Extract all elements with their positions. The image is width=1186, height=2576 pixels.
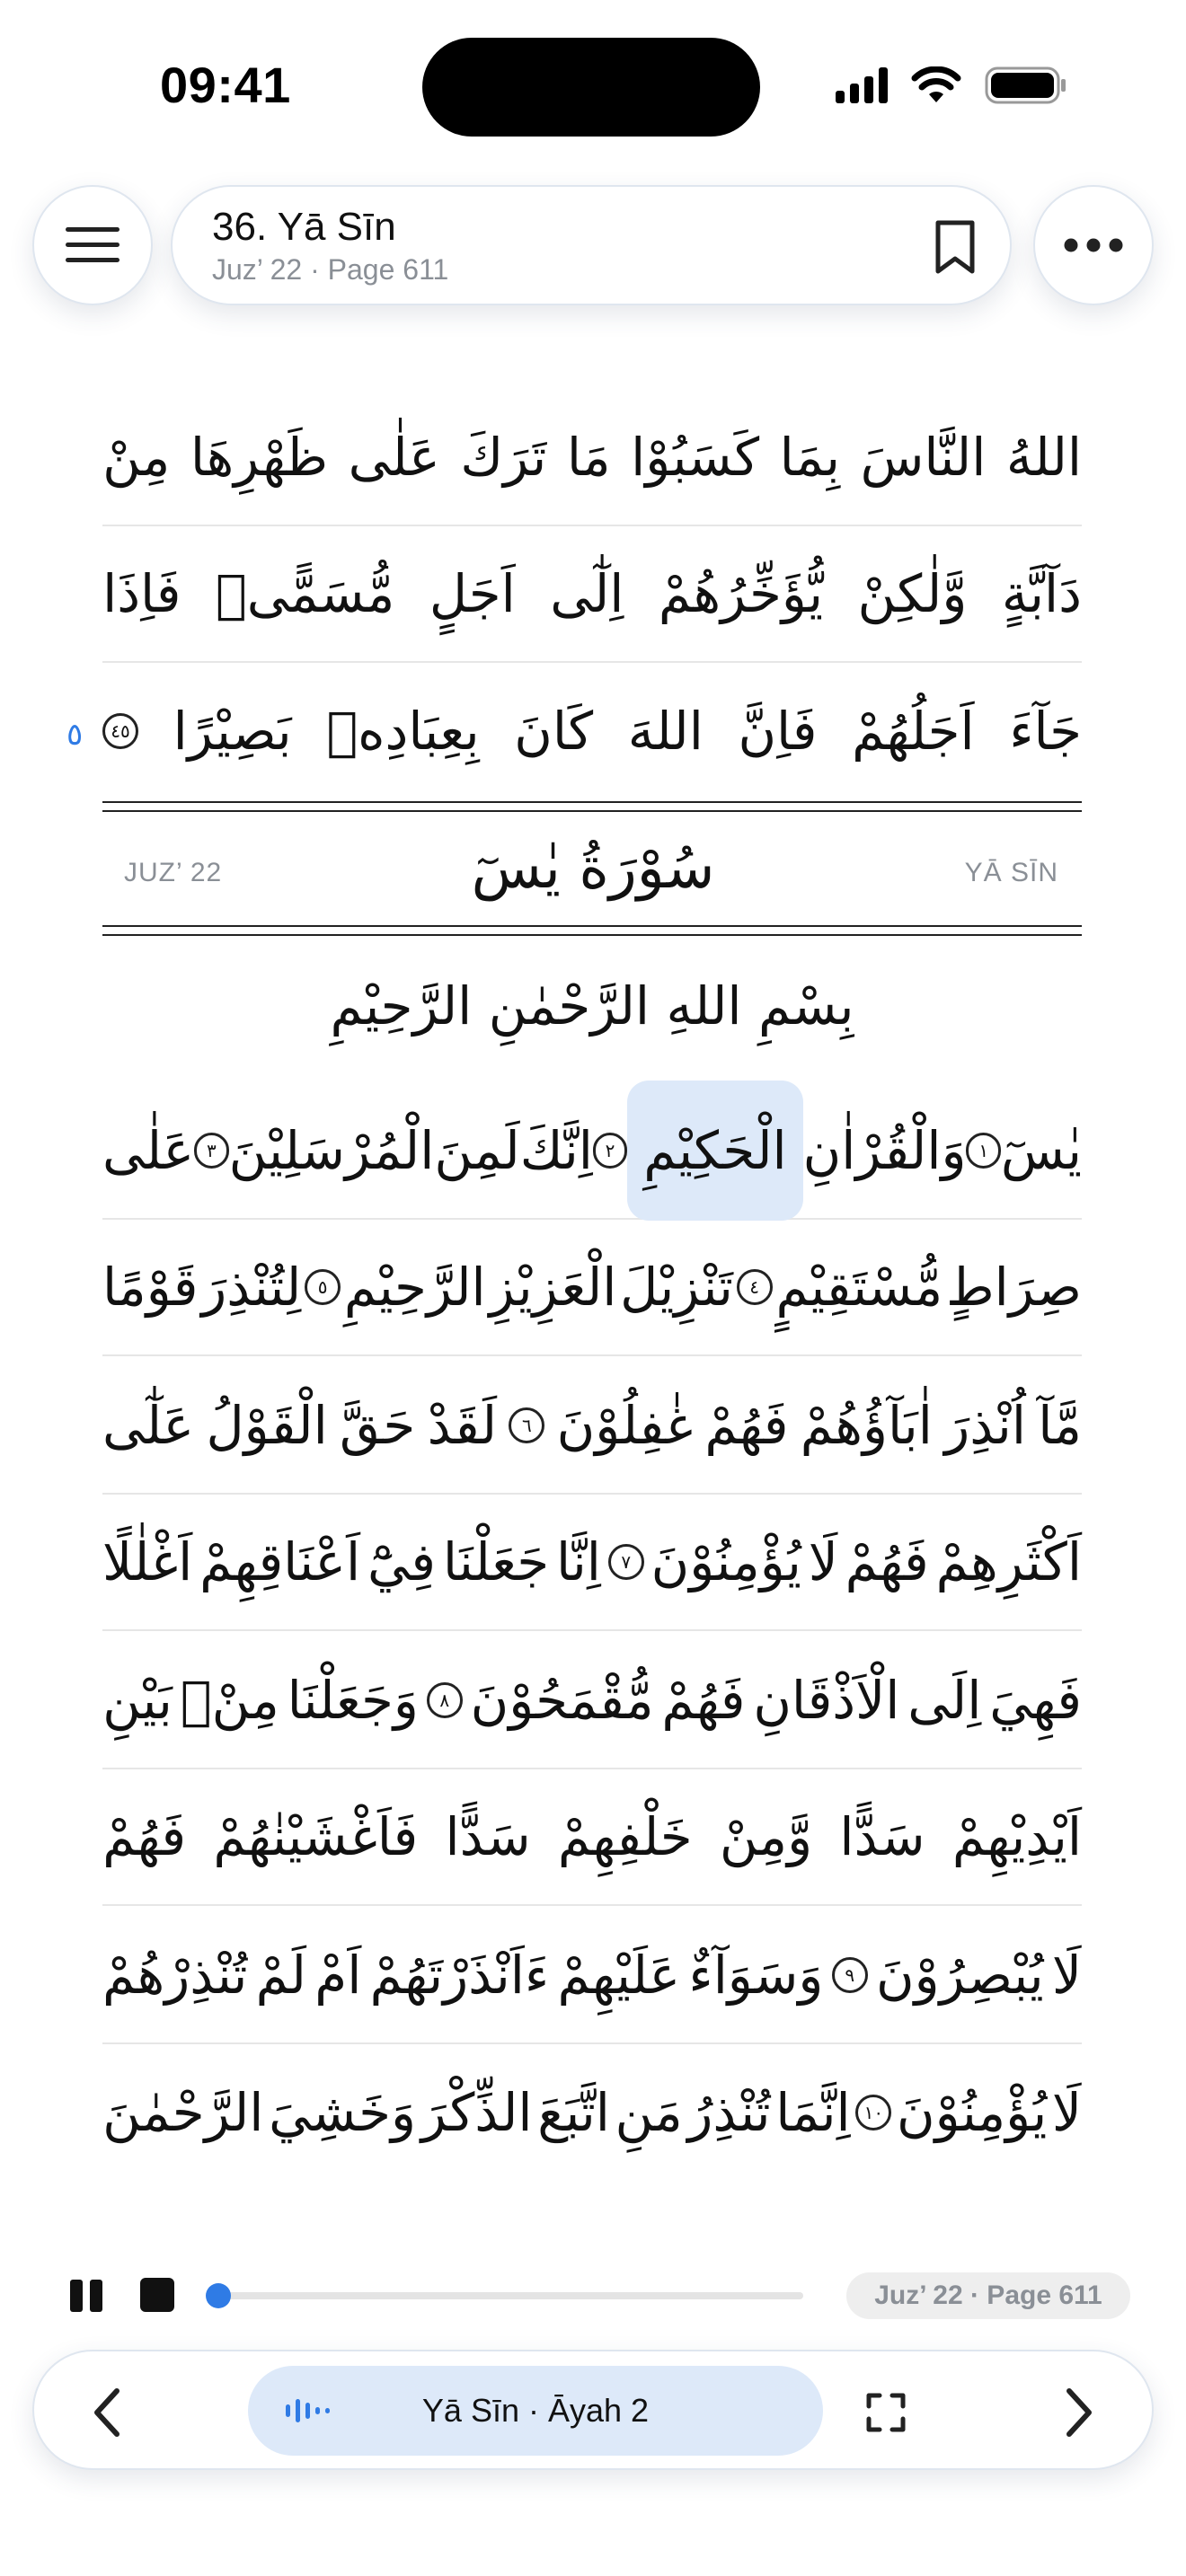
quran-word[interactable]: وَّمِنْ [719, 1806, 813, 1867]
more-button[interactable] [1033, 185, 1154, 305]
quran-word[interactable]: حَقَّ [340, 1395, 416, 1456]
quran-word[interactable]: بَيْنِ [102, 1670, 173, 1731]
quran-word[interactable]: ءَاَنْذَرْتَهُمْ [369, 1945, 550, 2006]
quran-word[interactable]: اَغْلٰلًا [102, 1531, 193, 1592]
quran-word[interactable]: جَعَلْنَا [442, 1531, 550, 1592]
quran-word[interactable]: فَهُمْ [704, 1395, 789, 1456]
ayah-number-marker[interactable]: ١ [966, 1133, 1000, 1169]
quran-word[interactable]: عَلٰى [348, 427, 440, 488]
quran-word[interactable]: جَآءَ [1009, 701, 1082, 762]
ayah-number-marker[interactable]: ٨ [427, 1682, 463, 1718]
quran-word[interactable]: اٰبَآؤُهُمْ [800, 1395, 933, 1456]
quran-word[interactable]: الرَّحْمٰنَ [102, 2082, 264, 2143]
ayah-line [102, 1633, 1082, 1769]
ayah-number-marker[interactable]: ٢ [593, 1133, 627, 1169]
quran-word[interactable]: كَسَبُوْا [631, 427, 760, 488]
quran-word[interactable]: لَا [808, 1531, 838, 1592]
quran-word[interactable]: لَا [1051, 2082, 1082, 2143]
prev-line [102, 663, 1082, 799]
quran-word[interactable]: لَا [1051, 1945, 1082, 2006]
quran-word[interactable]: لَقَدْ [427, 1395, 498, 1456]
ayah-line [102, 2044, 1082, 2181]
quran-word[interactable]: وَّلٰكِنْ [857, 563, 968, 624]
highlighted-word[interactable]: الْحَكِيْمِ [627, 1081, 802, 1221]
quran-word[interactable]: بَصِيْرًا [173, 701, 292, 762]
quran-word[interactable]: دَآبَّةٍ [1001, 563, 1082, 624]
pause-icon[interactable] [70, 2280, 106, 2312]
menu-button[interactable] [32, 185, 153, 305]
quran-word[interactable]: اَمْ [314, 1945, 362, 2006]
bookmark-icon[interactable] [933, 219, 978, 275]
quran-word[interactable]: فَهِيَ [989, 1670, 1082, 1731]
ayah-number-marker[interactable]: ١٠ [855, 2095, 891, 2130]
wifi-icon [911, 66, 961, 104]
margin-marker: ٥ [66, 717, 84, 753]
quran-word[interactable]: قَوْمًا [102, 1257, 199, 1318]
quran-word[interactable]: لَمْ [255, 1945, 306, 2006]
quran-word[interactable]: سَدًّا [839, 1806, 925, 1867]
quran-word[interactable]: مُّقْمَحُوْنَ [470, 1670, 654, 1731]
quran-word[interactable]: فِيْٓ [367, 1531, 437, 1592]
quran-word[interactable]: الْاَذْقَانِ [753, 1670, 900, 1731]
surah-title: 36. Yā Sīn [212, 205, 396, 249]
page-chip[interactable]: Juz’ 22 · Page 611 [846, 2272, 1130, 2319]
quran-word[interactable]: اِنَّمَا [775, 2082, 851, 2143]
quran-word[interactable]: سَدًّا [445, 1806, 531, 1867]
quran-word[interactable]: اَكْثَرِهِمْ [935, 1531, 1082, 1592]
surah-border-bottom [102, 925, 1082, 927]
quran-word[interactable]: عَلٰٓى [102, 1395, 195, 1456]
quran-word[interactable]: بِمَا [779, 427, 841, 488]
ayah-line [102, 1220, 1082, 1356]
quran-word[interactable]: صِرَاطٍ [945, 1257, 1082, 1318]
stop-icon[interactable] [140, 2278, 174, 2312]
quran-word[interactable]: اَعْنَاقِهِمْ [199, 1531, 361, 1592]
quran-word[interactable]: اللهَ [627, 701, 704, 762]
quran-word[interactable]: الْمُرْسَلِيْنَ [228, 1120, 435, 1181]
ayah-line [102, 1083, 1082, 1220]
quran-word[interactable]: ظَهْرِهَا [190, 427, 329, 488]
quran-word[interactable]: الرَّحِيْمِ [343, 1257, 486, 1318]
quran-word[interactable]: فَهُمْ [102, 1806, 187, 1867]
quran-word[interactable]: فَاَغْشَيْنٰهُمْ [213, 1806, 419, 1867]
quran-word[interactable]: تُنْذِرْهُمْ [102, 1945, 248, 2006]
audio-progress-knob[interactable] [206, 2283, 231, 2308]
quran-word[interactable]: وَسَوَآءٌ [688, 1945, 824, 2006]
quran-word[interactable]: وَخَشِيَ [269, 2082, 417, 2143]
quran-word[interactable]: الْقَوْلُ [206, 1395, 328, 1456]
surah-title-pill[interactable] [171, 185, 1012, 305]
ayah-line [102, 1358, 1082, 1495]
surah-header-juz: JUZ’ 22 [124, 858, 223, 887]
quran-word[interactable]: مَنِ [615, 2082, 683, 2143]
audio-progress-bar[interactable] [207, 2292, 803, 2299]
hamburger-icon [66, 225, 119, 265]
ayah-line [102, 1495, 1082, 1631]
ayah-line [102, 1908, 1082, 2044]
ayah-number-marker[interactable]: ٤ [737, 1269, 773, 1305]
quran-word[interactable]: يُؤْمِنُوْنَ [651, 1531, 801, 1592]
quran-word[interactable]: اِنَّكَ [519, 1120, 593, 1181]
quran-word[interactable]: وَجَعَلْنَا [287, 1670, 419, 1731]
quran-word[interactable]: النَّاسَ [860, 427, 987, 488]
quran-word[interactable]: اَيْدِيْهِمْ [951, 1806, 1082, 1867]
quran-word[interactable]: غٰفِلُوْنَ [556, 1395, 694, 1456]
quran-word[interactable]: اَجَلٍ [429, 563, 516, 624]
quran-word[interactable]: مِنْ [102, 427, 171, 488]
quran-word[interactable]: اِلَى [907, 1670, 982, 1731]
ayah-number-marker[interactable]: ٩ [832, 1957, 868, 1993]
quran-word[interactable]: يُبْصِرُوْنَ [876, 1945, 1044, 2006]
status-icons [836, 63, 1067, 108]
now-playing-label: Yā Sīn · Āyah 2 [421, 2392, 650, 2429]
quran-word[interactable]: لِتُنْذِرَ [201, 1257, 302, 1318]
quran-word[interactable]: اَجَلُهُمْ [852, 701, 975, 762]
ayah-number-marker[interactable]: ٦ [509, 1407, 544, 1443]
quran-word[interactable]: الْعَزِيْزِ [489, 1257, 617, 1318]
quran-word[interactable]: تَرَكَ [460, 427, 547, 488]
quran-word[interactable]: مَا [566, 427, 611, 488]
quran-word[interactable]: فَهُمْ [845, 1531, 929, 1592]
quran-word[interactable]: بِعِبَادِهٖ [326, 701, 480, 762]
quran-word[interactable]: لَمِنَ [434, 1120, 520, 1181]
quran-word[interactable]: فَاِذَا [102, 563, 181, 624]
quran-word[interactable]: اتَّبَعَ [537, 2082, 610, 2143]
quran-word[interactable]: اِنَّا [555, 1531, 601, 1592]
bottom-navigation-bar [32, 2350, 1154, 2470]
bismillah: بِسْمِ اللهِ الرَّحْمٰنِ الرَّحِيْمِ [330, 975, 854, 1037]
ayah-line [102, 1769, 1082, 1906]
quran-word[interactable]: تُنْذِرُ [687, 2082, 771, 2143]
ayah-number-marker[interactable]: ٥ [305, 1269, 341, 1305]
quran-word[interactable]: مُّسْتَقِيْمٍ [775, 1257, 943, 1318]
quran-word[interactable]: مِنْۢ [180, 1670, 279, 1731]
chevron-right-icon[interactable] [1057, 2386, 1102, 2439]
quran-word[interactable]: تَنْزِيْلَ [620, 1257, 733, 1318]
fullscreen-icon[interactable] [866, 2393, 906, 2432]
quran-word[interactable]: يٰسٓ [1000, 1120, 1082, 1181]
quran-word[interactable]: فَاِنَّ [738, 701, 818, 762]
quran-word[interactable]: اُنْذِرَ [944, 1395, 1026, 1456]
ayah-number-marker[interactable]: ٤٥ [102, 713, 138, 749]
ellipsis-icon [1064, 238, 1123, 252]
status-time: 09:41 [160, 57, 291, 113]
surah-border-bottom-inner [102, 934, 1082, 936]
battery-icon [985, 66, 1067, 105]
quran-word[interactable]: مَّآ [1038, 1395, 1082, 1456]
dynamic-island [422, 38, 760, 137]
cellular-signal-icon [836, 67, 888, 103]
quran-word[interactable]: فَهُمْ [661, 1670, 746, 1731]
surah-border-top-inner [102, 810, 1082, 812]
quran-word[interactable]: وَالْقُرْاٰنِ [802, 1120, 967, 1181]
quran-word[interactable]: اللهُ [1005, 427, 1082, 488]
quran-word[interactable]: الذِّكْرَ [420, 2082, 533, 2143]
ayah-number-marker[interactable]: ٣ [194, 1133, 228, 1169]
quran-word[interactable]: كَانَ [514, 701, 594, 762]
quran-word[interactable]: عَلٰى [102, 1120, 195, 1181]
surah-header-transliteration: YĀ SĪN [964, 858, 1058, 887]
ayah-number-marker[interactable]: ٧ [608, 1544, 644, 1580]
surah-header-name: سُوْرَةُ يٰسٓ [471, 835, 715, 902]
chevron-left-icon[interactable] [84, 2386, 129, 2439]
prev-line [102, 390, 1082, 526]
quran-word[interactable]: يُّؤَخِّرُهُمْ [658, 563, 823, 624]
quran-word[interactable]: عَلَيْهِمْ [557, 1945, 681, 2006]
quran-word[interactable]: مُّسَمًّىۚ [215, 563, 395, 624]
surah-location: Juz’ 22 · Page 611 [212, 253, 449, 286]
quran-word[interactable]: خَلْفِهِمْ [557, 1806, 693, 1867]
quran-word[interactable]: اِلٰٓى [550, 563, 624, 624]
now-playing-pill[interactable] [248, 2366, 823, 2456]
prev-line [102, 526, 1082, 663]
quran-word[interactable]: يُؤْمِنُوْنَ [897, 2082, 1048, 2143]
surah-border-top [102, 801, 1082, 803]
